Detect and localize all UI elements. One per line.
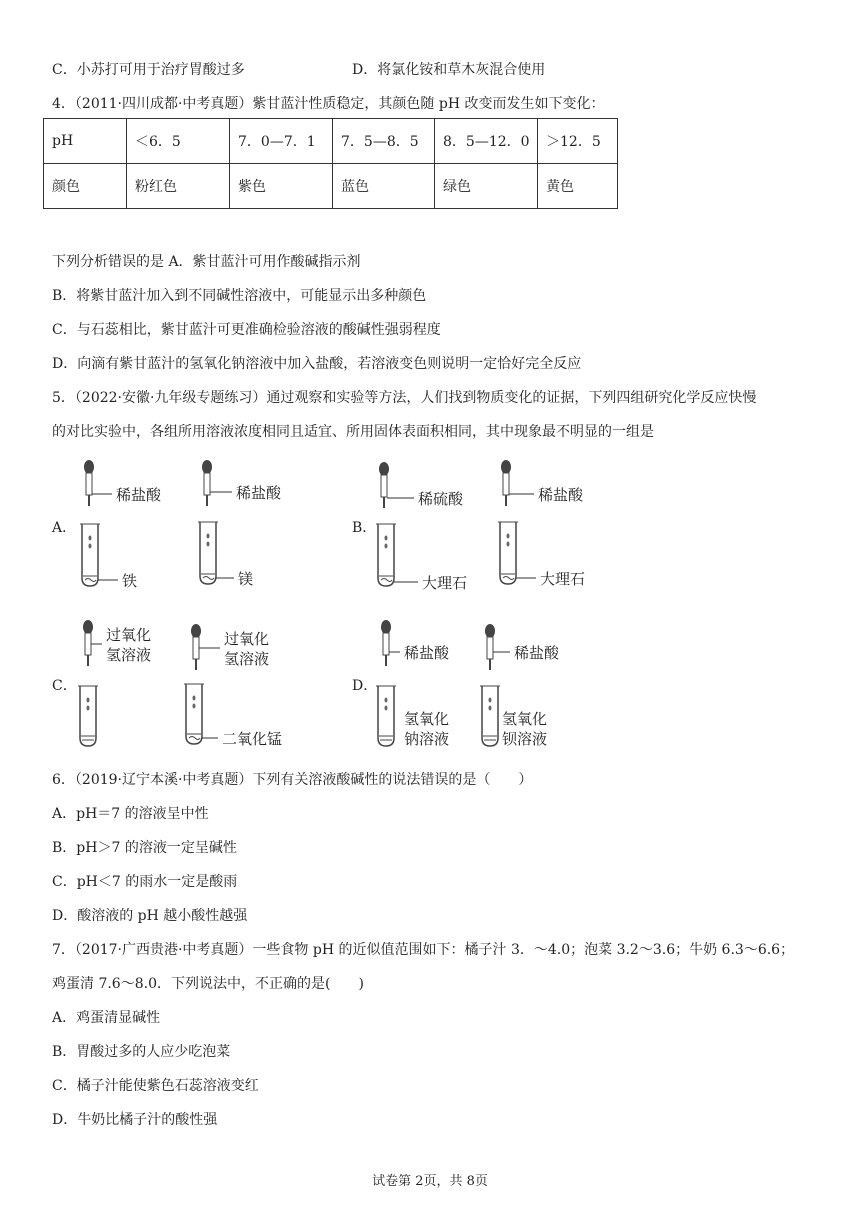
table-cell: ＜6．5 — [127, 119, 230, 164]
q5-option-d-letter: D． — [352, 678, 378, 694]
table-row — [44, 164, 618, 209]
table-cell: ＞12．5 — [538, 119, 618, 164]
fig-d-sol2-label-b: 钡溶液 — [502, 730, 548, 748]
q3-option-c: C．小苏打可用于治疗胃酸过多 — [52, 62, 245, 78]
dropper-icon — [501, 460, 534, 506]
dropper-icon — [485, 624, 510, 670]
fig-a-drop2-label: 稀盐酸 — [236, 484, 282, 502]
q5-stem-line1: 5．（2022·安徽·九年级专题练习）通过观察和实验等方法，人们找到物质变化的证据，下列四组研究化学反应快慢 — [52, 390, 757, 406]
fig-a-solid1-label: 铁 — [122, 572, 138, 590]
q4-option-c: C．与石蕊相比，紫甘蓝汁可更准确检验溶液的酸碱性强弱程度 — [52, 322, 441, 338]
test-tube-icon — [376, 524, 396, 586]
dropper-icon — [191, 624, 220, 670]
fig-d-sol2-label-a: 氢氧化 — [502, 710, 548, 728]
table-cell: 7．5—8．5 — [333, 119, 435, 164]
q7-option-c: C．橘子汁能使紫色石蕊溶液变红 — [52, 1078, 259, 1094]
table-cell: 颜色 — [44, 164, 127, 209]
ph-color-table — [43, 118, 618, 209]
q5-stem-line2: 的对比实验中，各组所用溶液浓度相同且适宜、所用固体表面积相同，其中现象最不明显的一组是 — [52, 424, 654, 440]
q4-lead-option-a: 下列分析错误的是 A．紫甘蓝汁可用作酸碱指示剂 — [52, 254, 361, 270]
fig-b-drop2-label: 稀盐酸 — [538, 486, 584, 504]
fig-d-sol1-label-b: 钠溶液 — [404, 730, 450, 748]
fig-d-sol1-label-a: 氢氧化 — [404, 710, 450, 728]
page-footer: 试卷第 2页，共 8页 — [372, 1174, 488, 1189]
q6-stem: 6．（2019·辽宁本溪·中考真题）下列有关溶液酸碱性的说法错误的是（ ） — [52, 772, 533, 788]
test-tube-icon — [184, 684, 204, 744]
q7-option-d: D．牛奶比橘子汁的酸性强 — [52, 1112, 218, 1128]
q6-option-c: C．pH＜7 的雨水一定是酸雨 — [52, 874, 238, 890]
q7-stem-line1: 7．（2017·广西贵港·中考真题）一些食物 pH 的近似值范围如下：橘子汁 3．～4.0；泡菜 3.2～3.6；牛奶 6.3～6.6； — [52, 942, 795, 958]
q4-option-b: B．将紫甘蓝汁加入到不同碱性溶液中，可能显示出多种颜色 — [52, 288, 427, 304]
table-cell: 绿色 — [435, 164, 538, 209]
q5-option-a-letter: A． — [52, 520, 77, 536]
q6-option-d: D．酸溶液的 pH 越小酸性越强 — [52, 908, 248, 924]
dropper-icon — [379, 462, 414, 508]
dropper-icon — [381, 620, 400, 666]
test-tube-icon — [80, 524, 100, 586]
fig-b-drop1-label: 稀硫酸 — [418, 490, 464, 508]
q3-option-d: D．将氯化铵和草木灰混合使用 — [352, 62, 546, 78]
fig-b-solid2-label: 大理石 — [540, 570, 586, 588]
q5-option-b-letter: B． — [352, 520, 377, 536]
dropper-icon — [202, 460, 232, 506]
test-tube-icon — [376, 686, 396, 746]
test-tube-icon — [498, 522, 518, 584]
figure-b-apparatus — [370, 458, 620, 598]
q6-option-a: A．pH＝7 的溶液呈中性 — [52, 806, 209, 822]
table-cell: 紫色 — [230, 164, 333, 209]
fig-d-drop1-label: 稀盐酸 — [404, 644, 450, 662]
fig-c-drop1-label-b: 氢溶液 — [106, 646, 152, 664]
fig-a-solid2-label: 镁 — [238, 570, 254, 588]
fig-c-drop2-label-b: 氢溶液 — [224, 650, 270, 668]
figure-d-apparatus — [370, 616, 620, 756]
figure-a-apparatus — [70, 458, 310, 598]
figure-c-apparatus — [70, 616, 310, 756]
table-cell: 粉红色 — [127, 164, 230, 209]
fig-a-drop1-label: 稀盐酸 — [116, 486, 162, 504]
table-cell: 蓝色 — [333, 164, 435, 209]
test-tube-icon — [78, 686, 98, 746]
table-row — [44, 119, 618, 164]
test-tube-icon — [198, 522, 218, 584]
q4-stem: 4．（2011·四川成都·中考真题）紫甘蓝汁性质稳定，其颜色随 pH 改变而发生如下变化： — [52, 96, 605, 112]
fig-b-solid1-label: 大理石 — [422, 574, 468, 592]
table-cell: 7．0—7．1 — [230, 119, 333, 164]
q4-option-d: D．向滴有紫甘蓝汁的氢氧化钠溶液中加入盐酸，若溶液变色则说明一定恰好完全反应 — [52, 356, 582, 372]
dropper-icon — [83, 620, 102, 666]
fig-c-drop2-label-a: 过氧化 — [224, 630, 270, 648]
q5-option-c-letter: C． — [52, 678, 77, 694]
test-tube-icon — [480, 686, 500, 746]
q6-option-b: B．pH＞7 的溶液一定呈碱性 — [52, 840, 237, 856]
q7-stem-line2: 鸡蛋清 7.6～8.0．下列说法中，不正确的是( ) — [52, 976, 364, 992]
fig-d-drop2-label: 稀盐酸 — [514, 644, 560, 662]
fig-c-drop1-label-a: 过氧化 — [106, 626, 152, 644]
q7-option-b: B．胃酸过多的人应少吃泡菜 — [52, 1044, 231, 1060]
table-cell: 8．5—12．0 — [435, 119, 538, 164]
q7-option-a: A．鸡蛋清显碱性 — [52, 1010, 161, 1026]
table-cell: 黄色 — [538, 164, 618, 209]
fig-c-solid2-label: 二氧化锰 — [222, 730, 283, 748]
dropper-icon — [84, 460, 112, 506]
table-cell: pH — [44, 119, 127, 164]
